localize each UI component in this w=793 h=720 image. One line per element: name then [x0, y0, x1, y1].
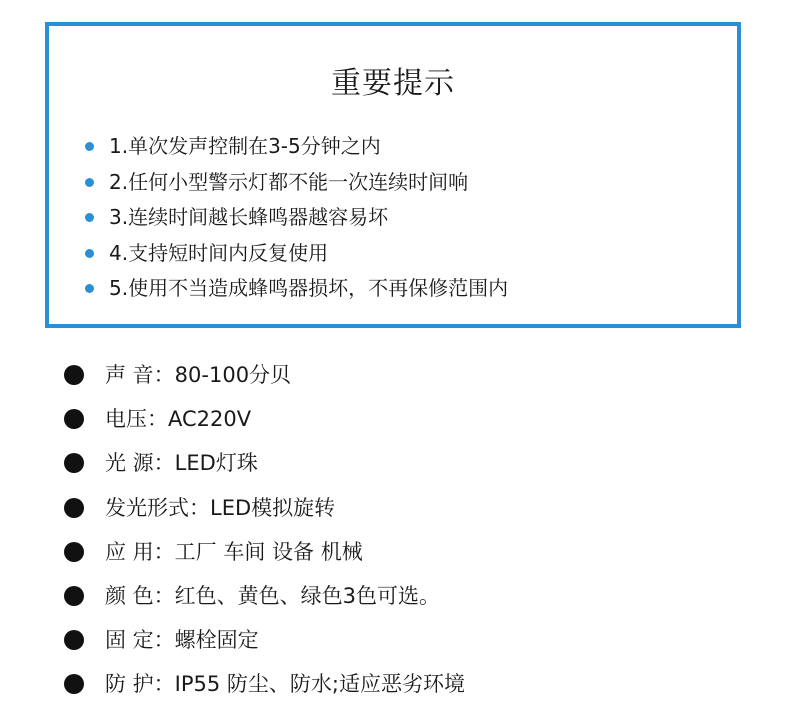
spec-item-application	[64, 530, 465, 574]
spec-text: 固 定：螺栓固定	[105, 628, 259, 653]
notice-list	[85, 129, 508, 307]
spec-item-color	[64, 574, 465, 618]
spec-text: 电压：AC220V	[105, 407, 252, 432]
blue-dot-icon	[85, 213, 94, 222]
notice-item	[85, 129, 508, 165]
spec-text: 防 护：IP55 防尘、防水;适应恶劣环境	[105, 672, 466, 697]
notice-item-text: 5.使用不当造成蜂鸣器损坏，不再保修范围内	[109, 276, 509, 300]
spec-text: 颜 色：红色、黄色、绿色3色可选。	[105, 583, 441, 608]
blue-dot-icon	[85, 284, 94, 293]
spec-item-light-source	[64, 441, 465, 485]
notice-box	[45, 22, 741, 328]
notice-item-text: 2.任何小型警示灯都不能一次连续时间响	[109, 169, 469, 194]
spec-item-light-mode	[64, 486, 465, 530]
spec-item-protection	[64, 662, 465, 706]
black-dot-icon	[64, 586, 84, 606]
black-dot-icon	[64, 630, 84, 650]
black-dot-icon	[64, 409, 84, 429]
black-dot-icon	[64, 498, 84, 518]
spec-item-voltage	[64, 397, 465, 441]
notice-item	[85, 165, 508, 201]
blue-dot-icon	[85, 142, 94, 151]
notice-item-text: 3.连续时间越长蜂鸣器越容易坏	[109, 205, 389, 229]
blue-dot-icon	[85, 178, 94, 187]
spec-list	[64, 353, 465, 707]
notice-item-text: 1.单次发声控制在3-5分钟之内	[109, 134, 381, 158]
black-dot-icon	[64, 365, 84, 385]
spec-item-sound	[64, 353, 465, 397]
notice-item	[85, 200, 508, 236]
spec-text: 光 源：LED灯珠	[105, 451, 258, 476]
black-dot-icon	[64, 674, 84, 694]
notice-item-text: 4.支持短时间内反复使用	[109, 240, 329, 265]
spec-text: 声 音：80-100分贝	[105, 363, 292, 387]
spec-item-mounting	[64, 618, 465, 662]
blue-dot-icon	[85, 249, 94, 258]
spec-text: 发光形式：LED模拟旋转	[105, 495, 336, 520]
notice-title: 重要提示	[331, 66, 455, 101]
black-dot-icon	[64, 453, 84, 473]
notice-item	[85, 236, 508, 272]
spec-text: 应 用：工厂 车间 设备 机械	[105, 539, 363, 564]
notice-item	[85, 271, 508, 307]
black-dot-icon	[64, 542, 84, 562]
